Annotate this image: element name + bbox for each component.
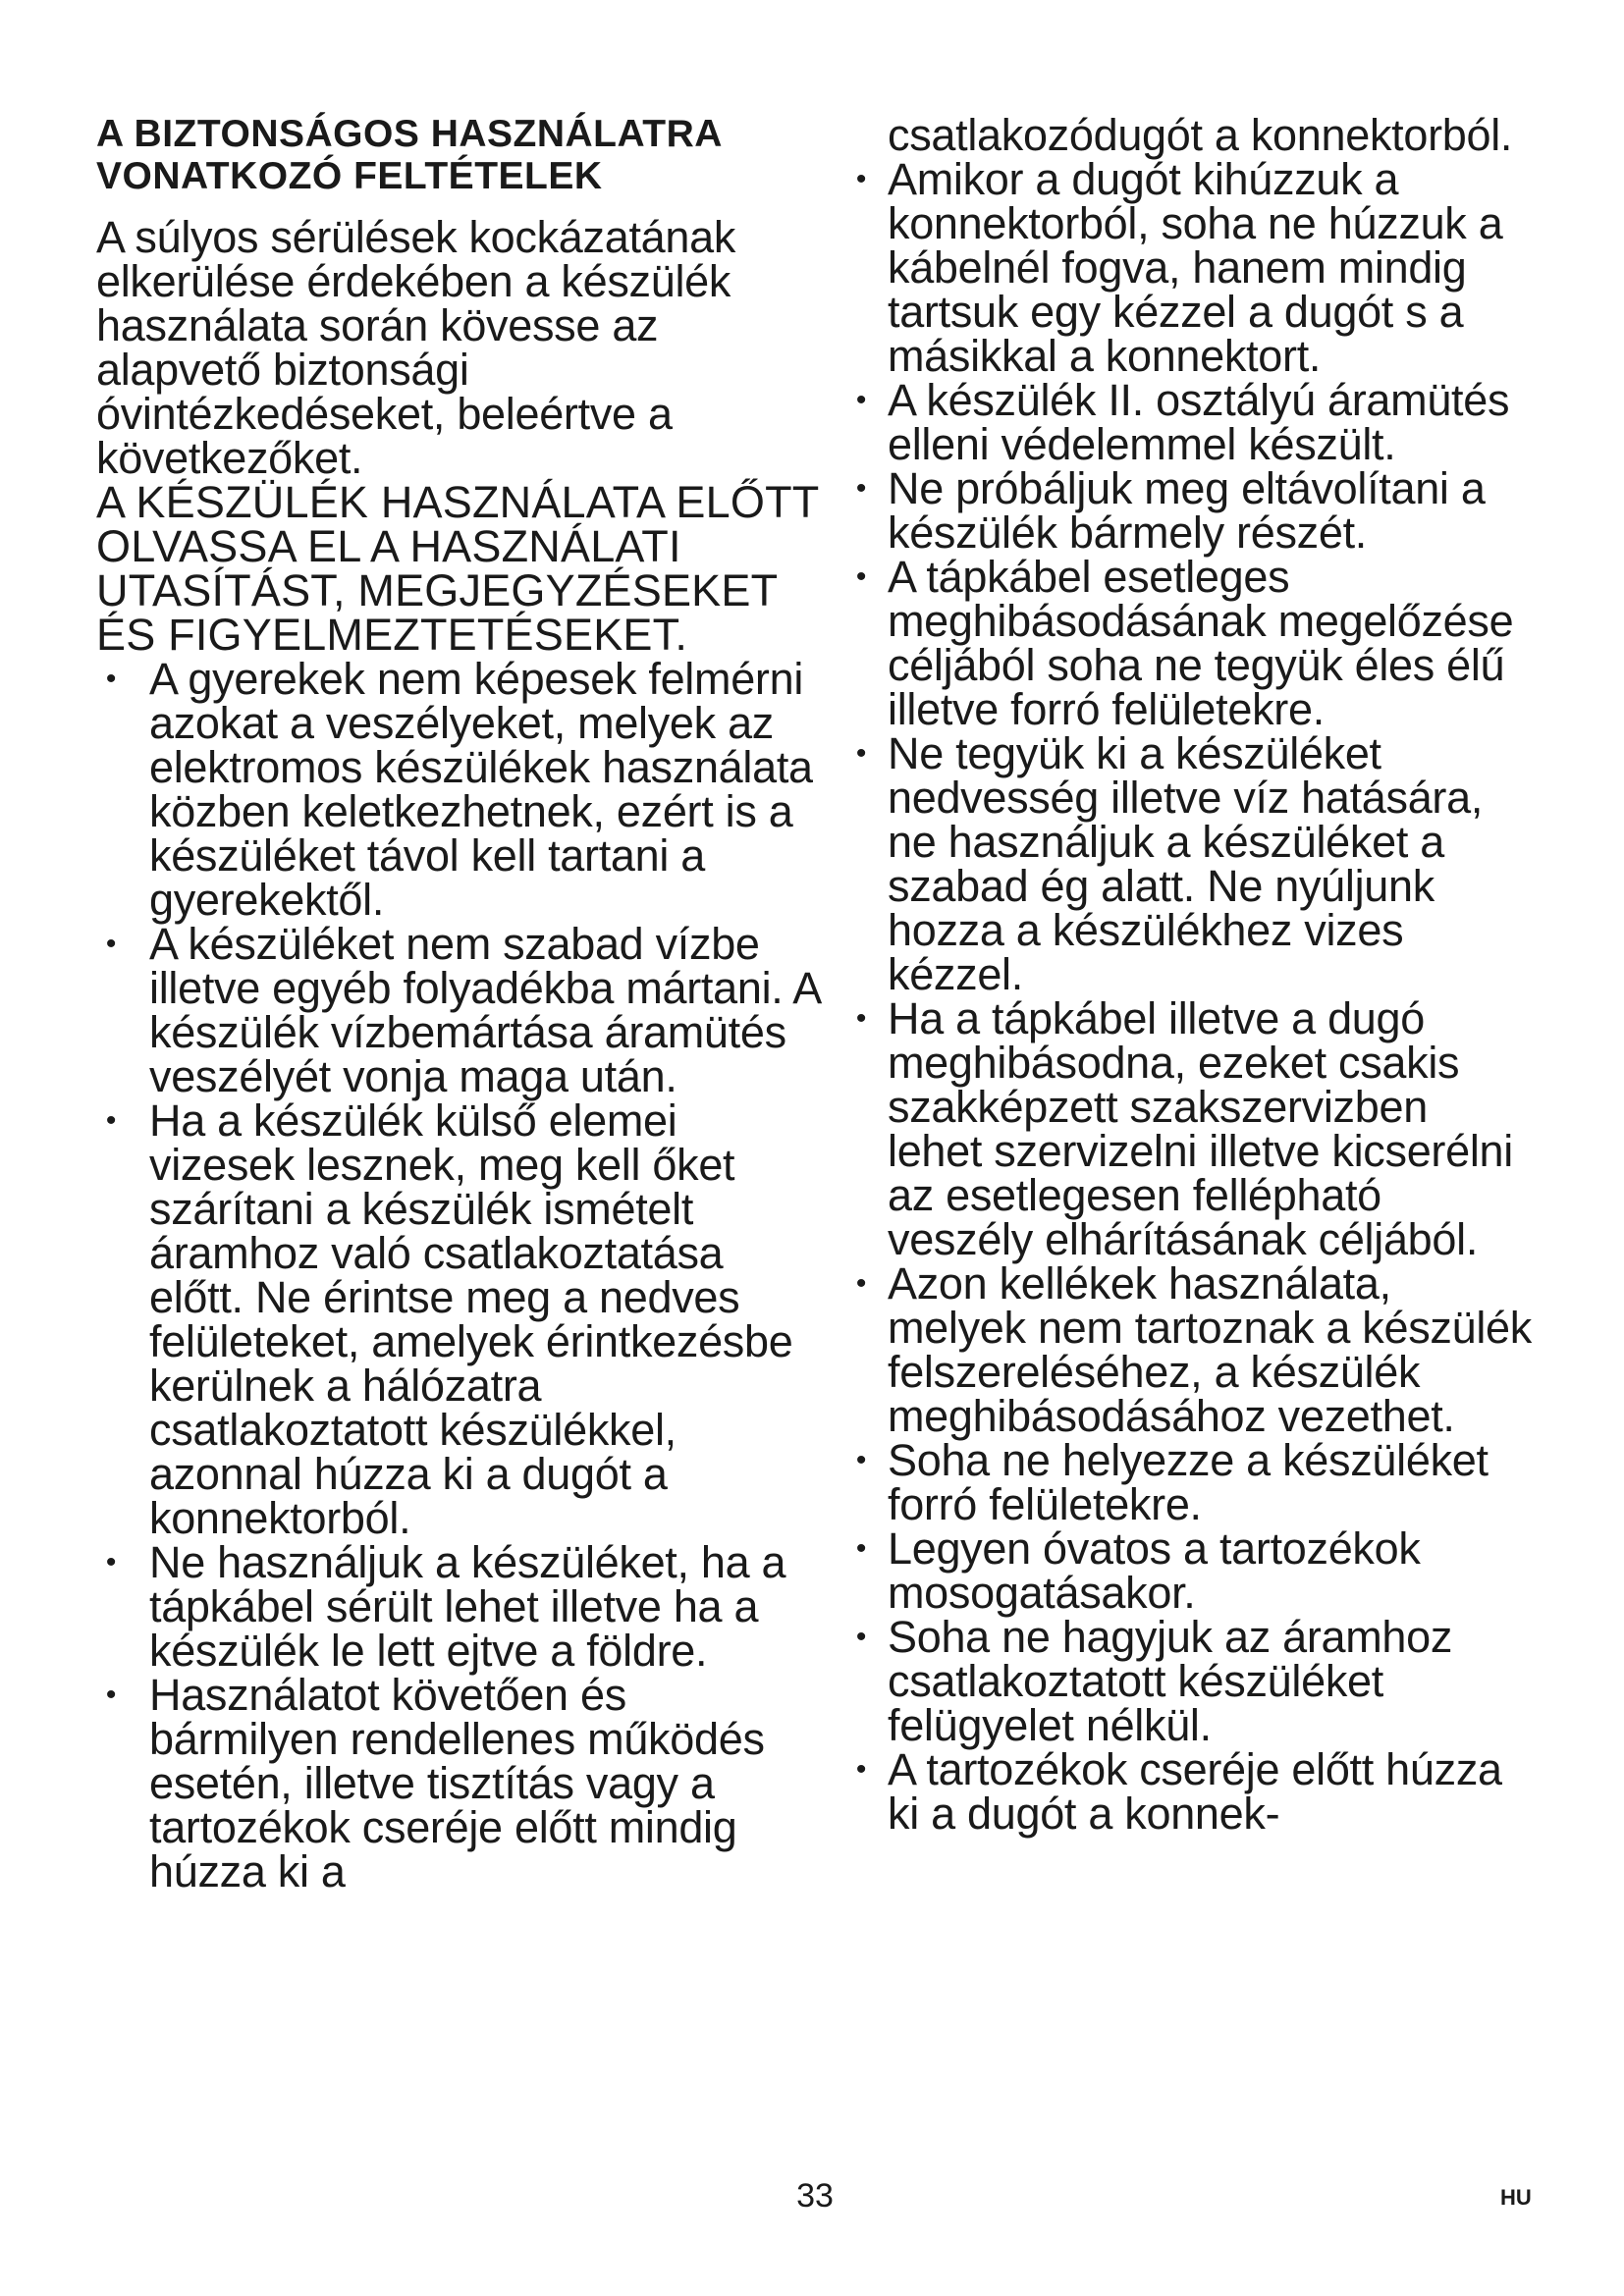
continued-text: csatlakozódugót a konnektorból. [888, 110, 1513, 160]
bullet-icon: • [105, 1679, 117, 1711]
bullet-icon: • [855, 737, 867, 770]
list-item: • A készülék II. osztályú áramütés elleni védelemmel készült. [846, 378, 1534, 466]
list-item: • Azon kellékek használata, melyek nem tartoznak a készülék felszereléséhez, a készülék meghibásodásához vezethet. [846, 1261, 1534, 1438]
right-column [846, 110, 1534, 1839]
language-code: HU [1500, 2185, 1532, 2210]
bullet-icon: • [855, 1267, 867, 1300]
intro-paragraph: A súlyos sérülések kockázatának elkerülése érdekében a készülék használata során kövesse az alapvető biztonsági óvintézkedéseket, beleértve a következőket. [96, 212, 736, 483]
bullet-icon: • [855, 163, 867, 195]
bullet-icon: • [105, 663, 117, 695]
bullet-icon: • [855, 1002, 867, 1035]
bullet-icon: • [105, 1546, 117, 1578]
list-item: • Ne használjuk a készüléket, ha a tápkábel sérült lehet illetve ha a készülék le lett ejtve a földre. [96, 1540, 823, 1673]
list-item: • Ne próbáljuk meg eltávolítani a készülék bármely részét. [846, 466, 1534, 555]
bullet-icon: • [105, 928, 117, 960]
list-item: • Soha ne helyezze a készüléket forró felületekre. [846, 1438, 1534, 1526]
bullet-icon: • [105, 1104, 117, 1137]
list-item: • Amikor a dugót kihúzzuk a konnektorból, soha ne húzzuk a kábelnél fogva, hanem mindig tartsuk egy kézzel a dugót s a másikkal a konnektort. [846, 157, 1534, 378]
list-item: • Ha a tápkábel illetve a dugó meghibásodna, ezeket csakis szakképzett szakszervizben lehet szervizelni illetve kicserélni az esetlegesen fellépható veszély elhárításának céljából. [846, 996, 1534, 1261]
read-instructions-warning: A KÉSZÜLÉK HASZNÁLATA ELŐTT OLVASSA EL A HASZNÁLATI UTASÍTÁST, MEGJEGYZÉSEKET ÉS FIGYELMEZTETÉSEKET. [96, 477, 819, 660]
list-item: • Használatot követően és bármilyen rendellenes működés esetén, illetve tisztítás vagy a tartozékok cseréje előtt mindig húzza ki a [96, 1673, 823, 1894]
list-item: • A tartozékok cseréje előtt húzza ki a dugót a konnek- [846, 1747, 1534, 1836]
bullet-icon: • [855, 1444, 867, 1476]
list-item: • Ne tegyük ki a készüléket nedvesség illetve víz hatására, ne használjuk a készüléket a szabad ég alatt. Ne nyúljunk hozza a készülékhez vizes kézzel. [846, 731, 1534, 996]
list-item: • Soha ne hagyjuk az áramhoz csatlakoztatott készüléket felügyelet nélkül. [846, 1615, 1534, 1747]
bullet-icon: • [855, 1753, 867, 1786]
bullet-icon: • [855, 561, 867, 593]
right-bullet-list [846, 154, 1534, 1839]
safety-heading: A BIZTONSÁGOS HASZNÁLATRA VONATKOZÓ FELTÉTELEK [96, 113, 722, 197]
list-item: • A tápkábel esetleges meghibásodásának megelőzése céljából soha ne tegyük éles élű illetve forró felületekre. [846, 555, 1534, 731]
page-number: 33 [796, 2177, 834, 2215]
list-item: • Legyen óvatos a tartozékok mosogatásakor. [846, 1526, 1534, 1615]
bullet-icon: • [855, 1621, 867, 1653]
list-item: • A gyerekek nem képesek felmérni azokat a veszélyeket, melyek az elektromos készülékek használata közben keletkezhetnek, ezért is a készüléket távol kell tartani a gyerekektől. [96, 657, 823, 922]
bullet-icon: • [855, 1532, 867, 1565]
bullet-icon: • [855, 472, 867, 505]
list-item: • Ha a készülék külső elemei vizesek lesznek, meg kell őket szárítani a készülék ismételt áramhoz való csatlakoztatása előtt. Ne érintse meg a nedves felületeket, amelyek érintkezésbe kerülnek a hálózatra csatlakoztatott készülékkel, azonnal húzza ki a dugót a konnektorból. [96, 1098, 823, 1540]
left-column [96, 113, 823, 1894]
bullet-icon: • [855, 384, 867, 416]
left-bullet-list [96, 654, 823, 1896]
list-item: • A készüléket nem szabad vízbe illetve egyéb folyadékba mártani. A készülék vízbemártása áramütés veszélyét vonja maga után. [96, 922, 823, 1098]
